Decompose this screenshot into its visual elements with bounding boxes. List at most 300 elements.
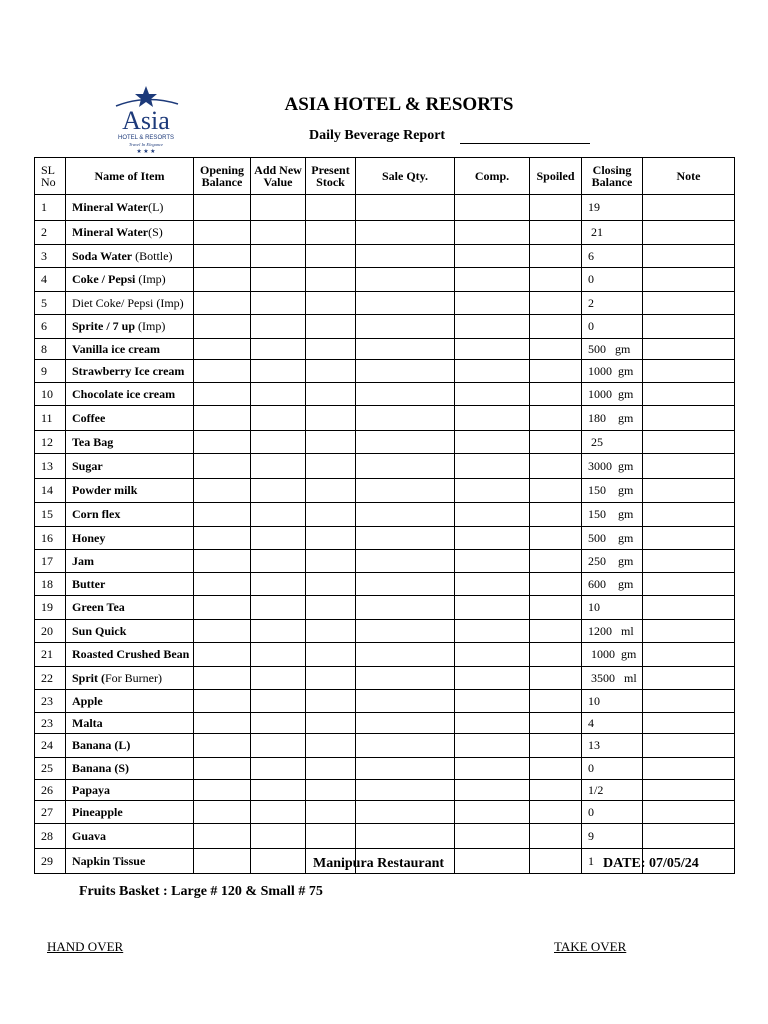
cell-empty [356, 315, 455, 339]
cell-empty [356, 431, 455, 454]
cell-empty [194, 245, 251, 268]
cell-sl: 26 [35, 780, 66, 801]
cell-closing-balance: 500 gm [582, 339, 643, 360]
cell-empty [643, 667, 735, 690]
cell-sl: 6 [35, 315, 66, 339]
logo-subtext: HOTEL & RESORTS [117, 135, 175, 141]
cell-empty [306, 527, 356, 550]
cell-empty [251, 620, 306, 643]
cell-empty [356, 734, 455, 758]
page-title: ASIA HOTEL & RESORTS [284, 94, 514, 115]
cell-empty [530, 596, 582, 620]
cell-empty [306, 245, 356, 268]
report-date: DATE: 07/05/24 [603, 856, 699, 871]
cell-empty [530, 801, 582, 824]
cell-sl: 3 [35, 245, 66, 268]
item-name: Chocolate ice cream [72, 386, 176, 401]
cell-empty [530, 620, 582, 643]
cell-empty [194, 758, 251, 780]
item-name: Vanilla ice cream [72, 341, 160, 356]
cell-sl: 25 [35, 758, 66, 780]
cell-empty [455, 268, 530, 292]
cell-item-name [66, 221, 194, 245]
table-header-row [35, 158, 735, 195]
cell-sl: 24 [35, 734, 66, 758]
item-name: Banana (S) [72, 761, 130, 775]
cell-empty [530, 503, 582, 527]
table-row [35, 573, 735, 596]
cell-empty [643, 780, 735, 801]
cell-sl: 21 [35, 643, 66, 667]
cell-item-name [66, 339, 194, 360]
cell-sl: 28 [35, 824, 66, 849]
cell-empty [194, 620, 251, 643]
cell-empty [455, 690, 530, 713]
fruits-basket-note: Fruits Basket : Large # 120 & Small # 75 [79, 884, 323, 899]
col-header-sl: SL No [35, 158, 66, 195]
cell-empty [194, 550, 251, 573]
cell-empty [356, 643, 455, 667]
cell-empty [643, 824, 735, 849]
item-suffix: (Bottle) [132, 248, 173, 263]
col-header-name: Name of Item [66, 158, 194, 195]
cell-item-name [66, 360, 194, 383]
col-header-spoiled: Spoiled [530, 158, 582, 195]
cell-closing-balance: 1000 gm [582, 643, 643, 667]
cell-empty [530, 550, 582, 573]
cell-empty [356, 527, 455, 550]
cell-empty [643, 690, 735, 713]
item-name: Pineapple [72, 804, 123, 819]
cell-closing-balance: 10 [582, 596, 643, 620]
cell-sl: 18 [35, 573, 66, 596]
cell-empty [194, 315, 251, 339]
cell-empty [455, 454, 530, 479]
cell-sl: 16 [35, 527, 66, 550]
cell-sl: 13 [35, 454, 66, 479]
cell-empty [251, 431, 306, 454]
cell-closing-balance: 500 gm [582, 527, 643, 550]
cell-empty [251, 643, 306, 667]
table-row [35, 268, 735, 292]
cell-closing-balance: 1/2 [582, 780, 643, 801]
cell-empty [530, 849, 582, 874]
cell-empty [194, 713, 251, 734]
cell-item-name [66, 454, 194, 479]
cell-item-name [66, 596, 194, 620]
cell-sl: 29 [35, 849, 66, 874]
table-row [35, 801, 735, 824]
cell-empty [251, 245, 306, 268]
cell-empty [251, 667, 306, 690]
cell-empty [530, 406, 582, 431]
cell-empty [455, 406, 530, 431]
item-name: Apple [72, 693, 103, 708]
item-name: Jam [72, 553, 94, 568]
item-name: Green Tea [72, 600, 125, 614]
cell-sl: 20 [35, 620, 66, 643]
table-row [35, 221, 735, 245]
item-suffix: For Burner) [105, 670, 162, 685]
cell-empty [356, 383, 455, 406]
cell-empty [194, 573, 251, 596]
cell-empty [251, 221, 306, 245]
cell-empty [530, 221, 582, 245]
cell-item-name [66, 268, 194, 292]
table-row [35, 195, 735, 221]
take-over-label: TAKE OVER [554, 939, 627, 954]
cell-closing-balance: 0 [582, 268, 643, 292]
cell-empty [455, 245, 530, 268]
cell-empty [356, 758, 455, 780]
cell-empty [643, 479, 735, 503]
cell-empty [194, 221, 251, 245]
item-name: Powder milk [72, 483, 138, 497]
item-name: Coffee [72, 410, 106, 425]
cell-empty [356, 339, 455, 360]
cell-item-name [66, 245, 194, 268]
cell-empty [643, 734, 735, 758]
cell-closing-balance: 0 [582, 758, 643, 780]
cell-empty [251, 292, 306, 315]
cell-empty [194, 527, 251, 550]
cell-sl: 23 [35, 713, 66, 734]
cell-empty [455, 339, 530, 360]
cell-sl: 9 [35, 360, 66, 383]
table-row [35, 431, 735, 454]
cell-sl: 2 [35, 221, 66, 245]
cell-empty [194, 292, 251, 315]
cell-item-name [66, 383, 194, 406]
cell-sl: 17 [35, 550, 66, 573]
cell-sl: 19 [35, 596, 66, 620]
table-row [35, 690, 735, 713]
cell-empty [194, 406, 251, 431]
cell-empty [194, 780, 251, 801]
cell-empty [251, 383, 306, 406]
cell-empty [194, 431, 251, 454]
logo-tagline: Travel In Elegance [128, 142, 164, 147]
cell-empty [251, 454, 306, 479]
cell-empty [306, 824, 356, 849]
cell-closing-balance: 19 [582, 195, 643, 221]
cell-item-name [66, 758, 194, 780]
table-row [35, 339, 735, 360]
cell-empty [251, 406, 306, 431]
item-name: Butter [72, 576, 106, 591]
cell-empty [455, 849, 530, 874]
cell-empty [306, 221, 356, 245]
col-header-sale-qty: Sale Qty. [356, 158, 455, 195]
cell-empty [455, 573, 530, 596]
cell-closing-balance: 250 gm [582, 550, 643, 573]
cell-empty [356, 824, 455, 849]
cell-closing-balance: 2 [582, 292, 643, 315]
svg-text:★ ★ ★: ★ ★ ★ [136, 149, 156, 154]
item-suffix: Diet Coke/ Pepsi (Imp) [72, 295, 184, 310]
cell-empty [643, 643, 735, 667]
item-name: Mineral Water [72, 225, 149, 239]
cell-sl: 10 [35, 383, 66, 406]
table-row [35, 667, 735, 690]
cell-empty [356, 195, 455, 221]
table-row [35, 479, 735, 503]
cell-empty [194, 479, 251, 503]
cell-item-name [66, 292, 194, 315]
cell-empty [306, 479, 356, 503]
cell-empty [194, 503, 251, 527]
cell-sl: 11 [35, 406, 66, 431]
cell-item-name [66, 643, 194, 667]
cell-empty [530, 431, 582, 454]
cell-item-name [66, 824, 194, 849]
cell-empty [306, 268, 356, 292]
cell-closing-balance: 13 [582, 734, 643, 758]
cell-empty [194, 360, 251, 383]
cell-empty [306, 292, 356, 315]
cell-empty [455, 431, 530, 454]
cell-empty [455, 527, 530, 550]
cell-empty [306, 620, 356, 643]
cell-empty [194, 339, 251, 360]
table-row [35, 713, 735, 734]
cell-empty [251, 195, 306, 221]
cell-sl: 22 [35, 667, 66, 690]
cell-empty [530, 315, 582, 339]
cell-empty [194, 801, 251, 824]
cell-empty [251, 527, 306, 550]
cell-empty [530, 713, 582, 734]
cell-empty [251, 849, 306, 874]
report-subtitle: Daily Beverage Report [309, 128, 446, 143]
cell-empty [643, 315, 735, 339]
cell-empty [306, 780, 356, 801]
cell-closing-balance: 150 gm [582, 479, 643, 503]
cell-empty [530, 268, 582, 292]
cell-empty [643, 527, 735, 550]
cell-empty [251, 824, 306, 849]
table-row [35, 503, 735, 527]
cell-empty [643, 268, 735, 292]
cell-empty [530, 245, 582, 268]
cell-empty [306, 550, 356, 573]
cell-item-name [66, 406, 194, 431]
table-row [35, 550, 735, 573]
cell-empty [455, 360, 530, 383]
cell-empty [530, 573, 582, 596]
cell-closing-balance: 1000 gm [582, 383, 643, 406]
beverage-table [34, 157, 735, 874]
item-name: Honey [72, 530, 106, 545]
cell-empty [643, 573, 735, 596]
cell-empty [306, 734, 356, 758]
cell-empty [356, 454, 455, 479]
cell-closing-balance: 3000 gm [582, 454, 643, 479]
item-name: Mineral Water [72, 200, 149, 214]
cell-item-name [66, 550, 194, 573]
table-row [35, 406, 735, 431]
item-name: Malta [72, 715, 103, 730]
cell-empty [455, 596, 530, 620]
cell-empty [455, 620, 530, 643]
cell-empty [251, 503, 306, 527]
item-name: Sprit ( [72, 670, 105, 685]
cell-empty [306, 383, 356, 406]
item-name: Roasted Crushed Bean [72, 647, 190, 661]
cell-empty [643, 713, 735, 734]
logo-text: Asia [122, 106, 170, 135]
cell-empty [530, 360, 582, 383]
col-header-present-stock: Present Stock [306, 158, 356, 195]
cell-empty [455, 734, 530, 758]
cell-sl: 12 [35, 431, 66, 454]
cell-closing-balance: 3500 ml [582, 667, 643, 690]
item-name: Banana (L) [72, 738, 131, 752]
cell-empty [643, 620, 735, 643]
cell-empty [455, 550, 530, 573]
cell-closing-balance: 1000 gm [582, 360, 643, 383]
cell-empty [643, 221, 735, 245]
item-name: Soda Water [72, 248, 133, 263]
cell-empty [306, 596, 356, 620]
cell-empty [356, 221, 455, 245]
cell-empty [251, 479, 306, 503]
cell-empty [530, 643, 582, 667]
table-row [35, 315, 735, 339]
cell-empty [455, 195, 530, 221]
table-row [35, 360, 735, 383]
cell-empty [643, 339, 735, 360]
cell-empty [251, 713, 306, 734]
cell-empty [530, 195, 582, 221]
cell-empty [643, 195, 735, 221]
cell-empty [455, 503, 530, 527]
cell-closing-balance: 0 [582, 315, 643, 339]
cell-empty [251, 315, 306, 339]
cell-empty [356, 780, 455, 801]
cell-empty [306, 339, 356, 360]
cell-item-name [66, 573, 194, 596]
cell-closing-balance: 21 [582, 221, 643, 245]
cell-item-name [66, 315, 194, 339]
cell-sl: 23 [35, 690, 66, 713]
cell-empty [194, 734, 251, 758]
cell-empty [455, 292, 530, 315]
cell-empty [530, 454, 582, 479]
cell-empty [643, 596, 735, 620]
cell-empty [306, 454, 356, 479]
cell-empty [194, 195, 251, 221]
cell-closing-balance: 600 gm [582, 573, 643, 596]
cell-item-name [66, 780, 194, 801]
cell-item-name [66, 527, 194, 550]
cell-empty [306, 406, 356, 431]
cell-empty [455, 643, 530, 667]
cell-empty [356, 406, 455, 431]
cell-empty [643, 550, 735, 573]
subtitle-underline [460, 143, 590, 144]
cell-empty [455, 780, 530, 801]
cell-empty [356, 268, 455, 292]
cell-item-name [66, 479, 194, 503]
cell-closing-balance: 0 [582, 801, 643, 824]
cell-empty [194, 383, 251, 406]
cell-empty [455, 383, 530, 406]
cell-empty [356, 596, 455, 620]
cell-closing-balance: 150 gm [582, 503, 643, 527]
cell-empty [356, 550, 455, 573]
cell-empty [194, 643, 251, 667]
cell-empty [251, 339, 306, 360]
cell-empty [356, 690, 455, 713]
cell-empty [643, 292, 735, 315]
cell-empty [455, 758, 530, 780]
cell-closing-balance: 6 [582, 245, 643, 268]
table-row [35, 643, 735, 667]
cell-empty [306, 643, 356, 667]
cell-empty [643, 801, 735, 824]
cell-empty [530, 292, 582, 315]
cell-empty [306, 431, 356, 454]
cell-empty [530, 780, 582, 801]
item-name: Coke / Pepsi [72, 272, 136, 286]
cell-sl: 27 [35, 801, 66, 824]
cell-empty [306, 690, 356, 713]
col-header-opening: Opening Balance [194, 158, 251, 195]
cell-item-name [66, 801, 194, 824]
table-row [35, 245, 735, 268]
cell-empty [356, 667, 455, 690]
cell-empty [455, 221, 530, 245]
table-row [35, 620, 735, 643]
cell-empty [455, 801, 530, 824]
cell-empty [455, 479, 530, 503]
cell-empty [530, 383, 582, 406]
cell-item-name [66, 734, 194, 758]
cell-item-name [66, 713, 194, 734]
cell-sl: 14 [35, 479, 66, 503]
cell-empty [455, 713, 530, 734]
cell-empty [306, 573, 356, 596]
cell-empty [306, 360, 356, 383]
cell-item-name [66, 195, 194, 221]
col-header-comp: Comp. [455, 158, 530, 195]
cell-empty [306, 667, 356, 690]
cell-empty [194, 268, 251, 292]
cell-empty [530, 527, 582, 550]
cell-empty [643, 245, 735, 268]
cell-sl: 15 [35, 503, 66, 527]
cell-closing-balance: 25 [582, 431, 643, 454]
cell-empty [251, 780, 306, 801]
cell-closing-balance: 1 [582, 849, 643, 874]
cell-empty [643, 758, 735, 780]
cell-closing-balance: 180 gm [582, 406, 643, 431]
cell-empty [194, 454, 251, 479]
cell-empty [306, 503, 356, 527]
cell-empty [643, 383, 735, 406]
item-suffix: (S) [148, 225, 163, 239]
cell-empty [356, 573, 455, 596]
col-header-note: Note [643, 158, 735, 195]
cell-empty [643, 454, 735, 479]
table-row [35, 758, 735, 780]
item-name: Guava [72, 828, 107, 843]
cell-empty [251, 596, 306, 620]
hand-over-label: HAND OVER [47, 939, 124, 954]
item-name: Tea Bag [72, 434, 114, 449]
cell-sl: 5 [35, 292, 66, 315]
